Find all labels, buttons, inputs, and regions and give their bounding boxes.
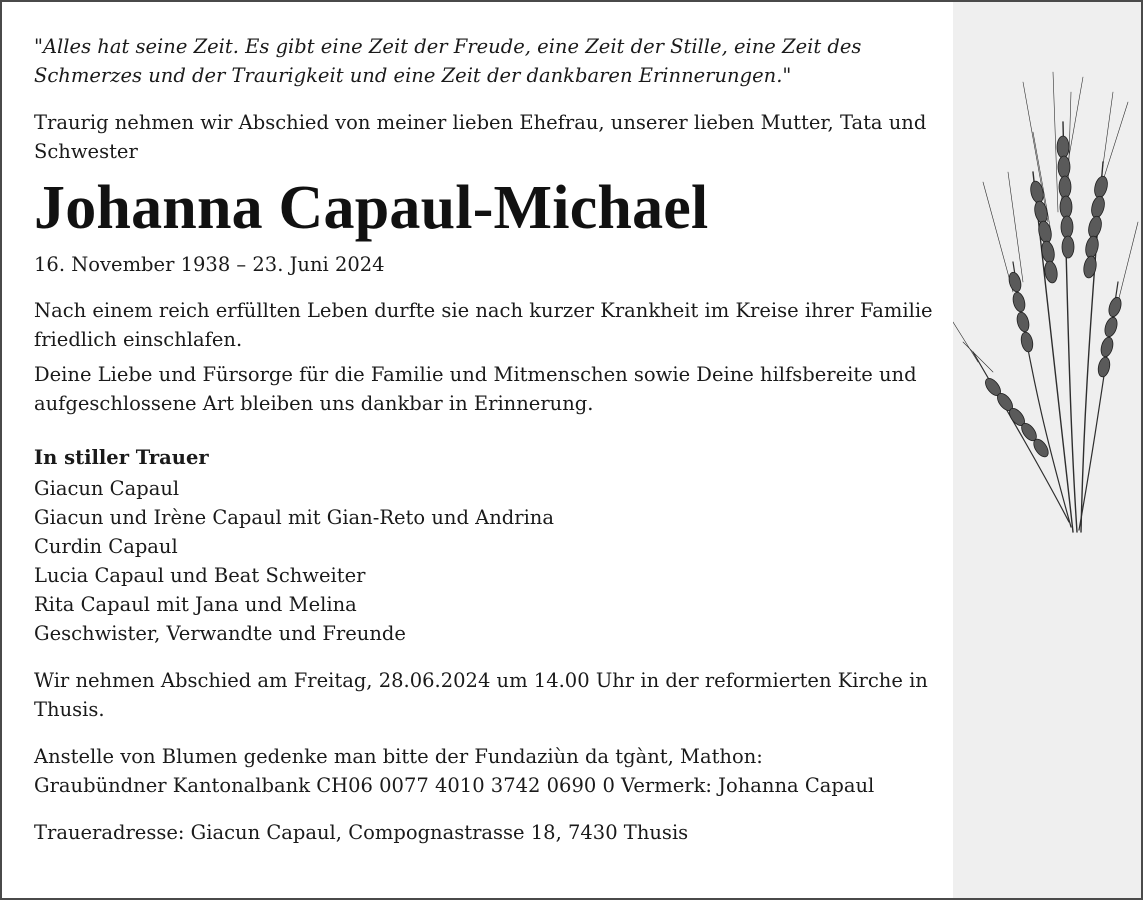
donation-line-1: Anstelle von Blumen gedenke man bitte der Fundaziùn da tgànt, Mathon: (34, 745, 763, 768)
donation-line-2: Graubündner Kantonalbank CH06 0077 4010 3742 0690 0 Vermerk: Johanna Capaul (34, 774, 875, 797)
mourners-heading: In stiller Trauer (34, 446, 209, 469)
farewell-paragraph-2: Deine Liebe und Fürsorge für die Familie und Mitmenschen sowie Deine hilfsbereite und aufgeschlossene Art bleiben uns dankbar in Erinnerung. (34, 363, 917, 415)
farewell-paragraph-1: Nach einem reich erfüllten Leben durfte sie nach kurzer Krankheit im Kreise ihrer Familie friedlich einschlafen. (34, 299, 933, 351)
life-dates: 16. November 1938 – 23. Juni 2024 (34, 253, 385, 276)
mourner-entry: Lucia Capaul und Beat Schweiter (34, 564, 366, 587)
mourner-entry: Giacun und Irène Capaul mit Gian-Reto und Andrina (34, 506, 554, 529)
intro-text: Traurig nehmen wir Abschied von meiner lieben Ehefrau, unserer lieben Mutter, Tata und Schwester (34, 111, 927, 163)
decoration-panel (953, 2, 1141, 898)
mourner-entry: Geschwister, Verwandte und Freunde (34, 622, 406, 645)
deceased-name: Johanna Capaul-Michael (34, 174, 709, 242)
mourner-entry: Curdin Capaul (34, 535, 178, 558)
opening-quote: "Alles hat seine Zeit. Es gibt eine Zeit der Freude, eine Zeit der Stille, eine Zeit des Schmerzes und der Traurigkeit und eine Zeit der dankbaren Erinnerungen." (34, 35, 862, 87)
mourners-list (34, 474, 934, 648)
wheat-ears-icon (953, 62, 1141, 542)
mourner-entry: Giacun Capaul (34, 477, 180, 500)
obituary-content (34, 32, 934, 847)
mourner-entry: Rita Capaul mit Jana und Melina (34, 593, 357, 616)
donation-info (34, 742, 934, 800)
mourning-address: Traueradresse: Giacun Capaul, Compognastrasse 18, 7430 Thusis (34, 821, 689, 844)
service-info: Wir nehmen Abschied am Freitag, 28.06.2024 um 14.00 Uhr in der reformierten Kirche in Thusis. (34, 669, 928, 721)
